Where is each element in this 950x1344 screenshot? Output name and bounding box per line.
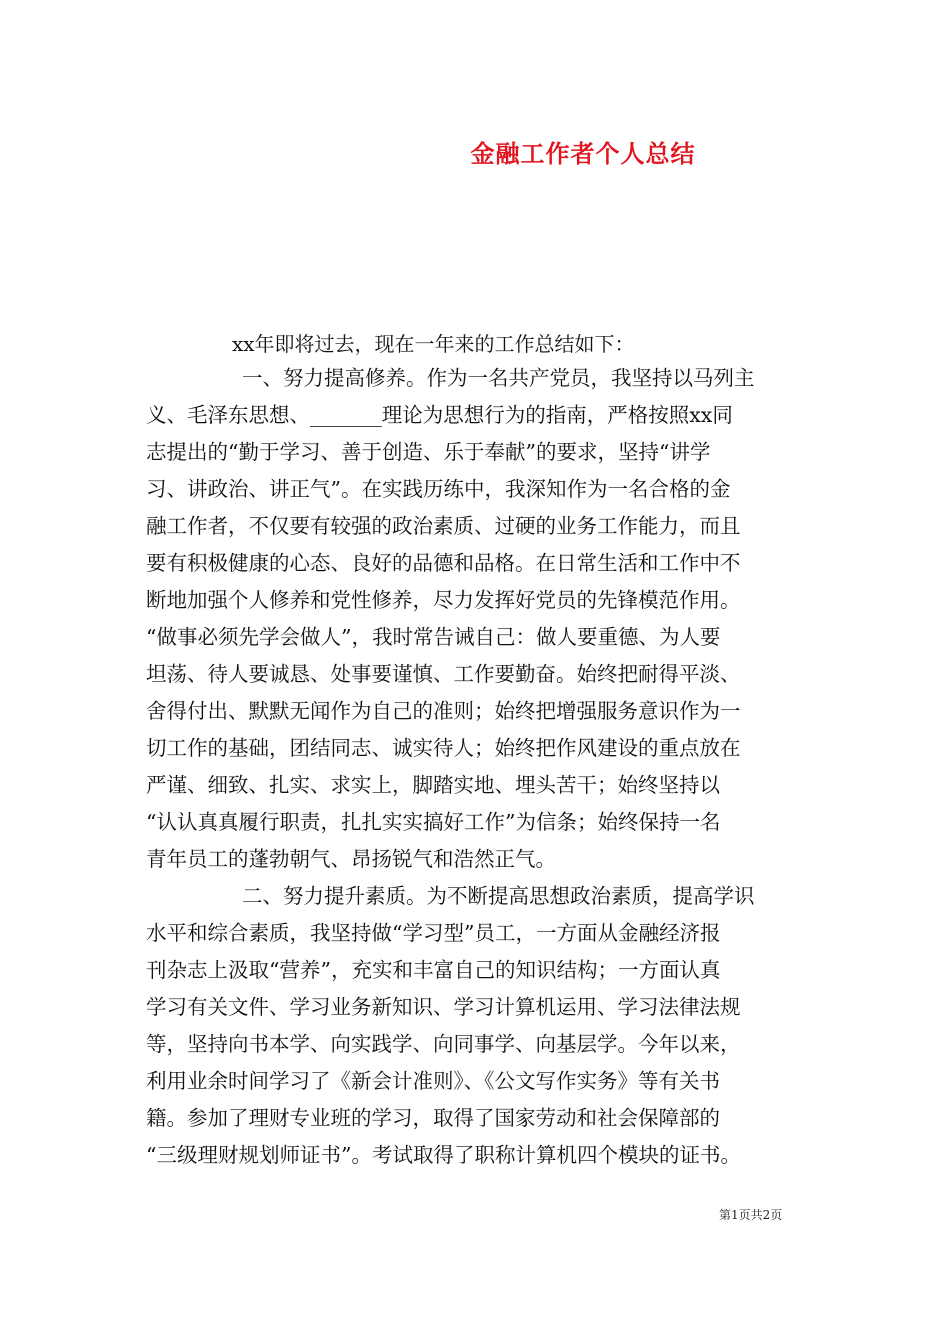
paragraph-line: 等，坚持向书本学、向实践学、向同事学、向基层学。今年以来， [146, 1032, 741, 1056]
paragraph-line: 舍得付出、默默无闻作为自己的准则；始终把增强服务意识作为一 [146, 699, 741, 723]
paragraph-line: 坦荡、待人要诚恳、处事要谨慎、工作要勤奋。始终把耐得平淡、 [146, 662, 741, 686]
paragraph-line: 二、努力提升素质。为不断提高思想政治素质，提高学识 [242, 884, 755, 908]
paragraph-line: 青年员工的蓬勃朝气、昂扬锐气和浩然正气。 [146, 847, 556, 871]
paragraph-line: 要有积极健康的心态、良好的品德和品格。在日常生活和工作中不 [146, 551, 741, 575]
paragraph-line: 一、努力提高修养。作为一名共产党员，我坚持以马列主 [242, 366, 755, 390]
paragraph-line: 习、讲政治、讲正气”。在实践历练中，我深知作为一名合格的金 [146, 477, 731, 501]
paragraph-line: 利用业余时间学习了《新会计准则》、《公文写作实务》等有关书 [146, 1069, 720, 1093]
paragraph-line: 籍。参加了理财专业班的学习，取得了国家劳动和社会保障部的 [146, 1106, 720, 1130]
paragraph-line: “认认真真履行职责，扎扎实实搞好工作”为信条；始终保持一名 [146, 810, 721, 834]
paragraph-line: 水平和综合素质，我坚持做“学习型”员工，一方面从金融经济报 [146, 921, 721, 945]
document-title: 金融工作者个人总结 [470, 139, 696, 168]
paragraph-line: “三级理财规划师证书”。考试取得了职称计算机四个模块的证书。 [146, 1143, 741, 1167]
paragraph-line: 志提出的“勤于学习、善于创造、乐于奉献”的要求，坚持“讲学 [146, 440, 711, 464]
paragraph-line: 严谨、细致、扎实、求实上，脚踏实地、埋头苦干；始终坚持以 [146, 773, 720, 797]
paragraph-line: 刊杂志上汲取“营养”，充实和丰富自己的知识结构；一方面认真 [146, 958, 721, 982]
paragraph-line: 学习有关文件、学习业务新知识、学习计算机运用、学习法律法规 [146, 995, 741, 1019]
paragraph-line: 切工作的基础，团结同志、诚实待人；始终把作风建设的重点放在 [146, 736, 741, 760]
intro-paragraph: xx年即将过去，现在一年来的工作总结如下： [232, 332, 635, 356]
paragraph-line: 义、毛泽东思想、_______理论为思想行为的指南，严格按照xx同 [146, 403, 733, 427]
page-number-footer: 第1页共2页 [719, 1208, 783, 1222]
paragraph-line: 融工作者，不仅要有较强的政治素质、过硬的业务工作能力，而且 [146, 514, 741, 538]
paragraph-line: “做事必须先学会做人”，我时常告诫自己：做人要重德、为人要 [146, 625, 721, 649]
paragraph-line: 断地加强个人修养和党性修养，尽力发挥好党员的先锋模范作用。 [146, 588, 741, 612]
